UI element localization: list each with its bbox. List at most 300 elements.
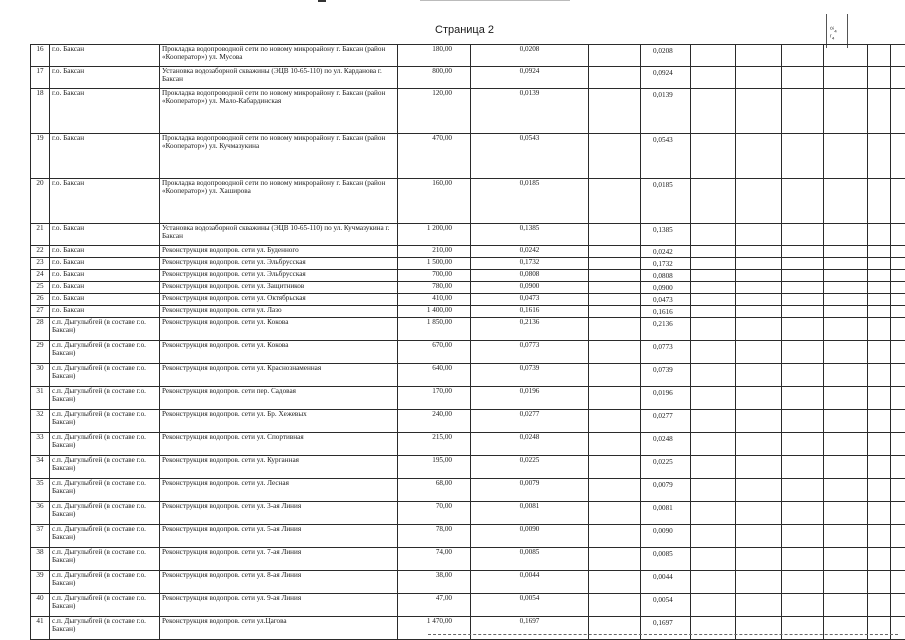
value-cell: 0,0900 <box>471 282 589 294</box>
table-row <box>31 341 905 364</box>
empty-cell <box>691 410 736 433</box>
table-row <box>31 134 905 179</box>
value-cell: 0,0225 <box>641 456 691 479</box>
value-cell: 0,1732 <box>471 258 589 270</box>
value-cell: 0,0139 <box>471 89 589 134</box>
table-row <box>31 479 905 502</box>
value-cell: 0,1697 <box>471 617 589 640</box>
value-cell: 0,0739 <box>641 364 691 387</box>
locality-cell: с.п. Дыгулыбгей (в составе г.о. Баксан) <box>50 341 160 364</box>
row-number-cell: 21 <box>31 224 50 246</box>
row-number-cell: 18 <box>31 89 50 134</box>
empty-cell <box>824 617 868 640</box>
table-row <box>31 548 905 571</box>
value-cell: 0,0185 <box>641 179 691 224</box>
empty-cell <box>891 617 905 640</box>
row-number-cell: 39 <box>31 571 50 594</box>
table-row <box>31 258 905 270</box>
empty-cell <box>824 270 868 282</box>
empty-cell <box>868 294 891 306</box>
empty-cell <box>868 433 891 456</box>
locality-cell: г.о. Баксан <box>50 246 160 258</box>
description-cell: Реконструкция водопров. сети ул.Цагова <box>160 617 398 640</box>
description-cell: Реконструкция водопров. сети ул. Бр. Хежевых <box>160 410 398 433</box>
row-number-cell: 37 <box>31 525 50 548</box>
empty-cell <box>736 525 782 548</box>
value-cell: 0,0185 <box>471 179 589 224</box>
empty-cell <box>868 594 891 617</box>
empty-cell <box>824 341 868 364</box>
value-cell: 0,0208 <box>471 45 589 67</box>
empty-cell <box>589 318 641 341</box>
empty-cell <box>891 318 905 341</box>
locality-cell: г.о. Баксан <box>50 89 160 134</box>
row-number-cell: 23 <box>31 258 50 270</box>
empty-cell <box>782 479 824 502</box>
empty-cell <box>824 282 868 294</box>
value-cell: 0,0081 <box>471 502 589 525</box>
length-cell: 78,00 <box>398 525 471 548</box>
empty-cell <box>736 318 782 341</box>
locality-cell: с.п. Дыгулыбгей (в составе г.о. Баксан) <box>50 456 160 479</box>
empty-cell <box>691 525 736 548</box>
locality-cell: с.п. Дыгулыбгей (в составе г.о. Баксан) <box>50 433 160 456</box>
empty-cell <box>891 594 905 617</box>
length-cell: 1 470,00 <box>398 617 471 640</box>
table-row <box>31 306 905 318</box>
length-cell: 215,00 <box>398 433 471 456</box>
empty-cell <box>868 224 891 246</box>
table-row <box>31 224 905 246</box>
empty-cell <box>868 258 891 270</box>
length-cell: 640,00 <box>398 364 471 387</box>
empty-cell <box>868 479 891 502</box>
empty-cell <box>589 456 641 479</box>
locality-cell: г.о. Баксан <box>50 258 160 270</box>
table-row <box>31 410 905 433</box>
value-cell: 0,0924 <box>471 67 589 89</box>
empty-cell <box>691 134 736 179</box>
table-row <box>31 282 905 294</box>
row-number-cell: 40 <box>31 594 50 617</box>
description-cell: Реконструкция водопров. сети ул. Курганная <box>160 456 398 479</box>
description-cell: Установка водозаборной скважины (ЭЦВ 10-65-110) по ул. Кучмазукина г. Баксан <box>160 224 398 246</box>
row-number-cell: 29 <box>31 341 50 364</box>
empty-cell <box>782 571 824 594</box>
empty-cell <box>782 306 824 318</box>
length-cell: 470,00 <box>398 134 471 179</box>
empty-cell <box>891 294 905 306</box>
value-cell: 0,0054 <box>641 594 691 617</box>
table-row <box>31 67 905 89</box>
table-row <box>31 294 905 306</box>
empty-cell <box>868 502 891 525</box>
table-row <box>31 89 905 134</box>
empty-cell <box>891 364 905 387</box>
empty-cell <box>691 306 736 318</box>
empty-cell <box>824 387 868 410</box>
empty-cell <box>736 571 782 594</box>
empty-cell <box>691 258 736 270</box>
row-number-cell: 32 <box>31 410 50 433</box>
empty-cell <box>736 364 782 387</box>
description-cell: Реконструкция водопров. сети ул. Спортивная <box>160 433 398 456</box>
description-cell: Прокладка водопроводной сети по новому микрорайону г. Баксан (район «Кооператор») ул. Мало-Кабардинская <box>160 89 398 134</box>
locality-cell: с.п. Дыгулыбгей (в составе г.о. Баксан) <box>50 571 160 594</box>
empty-cell <box>824 594 868 617</box>
empty-cell <box>736 246 782 258</box>
length-cell: 1 400,00 <box>398 306 471 318</box>
projects-table <box>30 44 905 640</box>
empty-cell <box>891 502 905 525</box>
value-cell: 0,0543 <box>641 134 691 179</box>
empty-cell <box>891 282 905 294</box>
empty-cell <box>891 89 905 134</box>
table-row <box>31 617 905 640</box>
locality-cell: г.о. Баксан <box>50 179 160 224</box>
empty-cell <box>868 341 891 364</box>
value-cell: 0,2136 <box>471 318 589 341</box>
empty-cell <box>589 246 641 258</box>
empty-cell <box>691 318 736 341</box>
empty-cell <box>589 364 641 387</box>
length-cell: 240,00 <box>398 410 471 433</box>
value-cell: 0,0473 <box>641 294 691 306</box>
row-number-cell: 36 <box>31 502 50 525</box>
empty-cell <box>868 134 891 179</box>
empty-cell <box>589 617 641 640</box>
empty-cell <box>868 45 891 67</box>
value-cell: 0,0773 <box>641 341 691 364</box>
value-cell: 0,1732 <box>641 258 691 270</box>
empty-cell <box>891 258 905 270</box>
empty-cell <box>589 89 641 134</box>
length-cell: 195,00 <box>398 456 471 479</box>
empty-cell <box>691 617 736 640</box>
empty-cell <box>782 594 824 617</box>
empty-cell <box>736 258 782 270</box>
table-row <box>31 270 905 282</box>
locality-cell: г.о. Баксан <box>50 224 160 246</box>
value-cell: 0,0139 <box>641 89 691 134</box>
empty-cell <box>782 548 824 571</box>
locality-cell: с.п. Дыгулыбгей (в составе г.о. Баксан) <box>50 594 160 617</box>
table-row <box>31 364 905 387</box>
empty-cell <box>691 224 736 246</box>
locality-cell: г.о. Баксан <box>50 134 160 179</box>
empty-cell <box>782 525 824 548</box>
empty-cell <box>824 410 868 433</box>
empty-cell <box>868 525 891 548</box>
empty-cell <box>782 258 824 270</box>
empty-cell <box>589 502 641 525</box>
empty-cell <box>868 89 891 134</box>
empty-cell <box>589 306 641 318</box>
empty-cell <box>736 67 782 89</box>
table-row <box>31 433 905 456</box>
length-cell: 120,00 <box>398 89 471 134</box>
empty-cell <box>736 134 782 179</box>
empty-cell <box>736 548 782 571</box>
length-cell: 38,00 <box>398 571 471 594</box>
description-cell: Реконструкция водопров. сети ул. 7-ая Линия <box>160 548 398 571</box>
row-number-cell: 35 <box>31 479 50 502</box>
empty-cell <box>868 617 891 640</box>
empty-cell <box>691 479 736 502</box>
value-cell: 0,0044 <box>641 571 691 594</box>
locality-cell: г.о. Баксан <box>50 270 160 282</box>
row-number-cell: 16 <box>31 45 50 67</box>
value-cell: 0,1385 <box>471 224 589 246</box>
empty-cell <box>691 387 736 410</box>
empty-cell <box>736 294 782 306</box>
empty-cell <box>782 246 824 258</box>
empty-cell <box>891 387 905 410</box>
locality-cell: с.п. Дыгулыбгей (в составе г.о. Баксан) <box>50 548 160 571</box>
empty-cell <box>824 45 868 67</box>
scan-artifact-top <box>420 0 570 1</box>
empty-cell <box>691 571 736 594</box>
empty-cell <box>782 433 824 456</box>
table-row <box>31 387 905 410</box>
value-cell: 0,0054 <box>471 594 589 617</box>
table-row <box>31 318 905 341</box>
empty-cell <box>891 45 905 67</box>
value-cell: 0,0808 <box>471 270 589 282</box>
description-cell: Реконструкция водопров. сети ул. Кокова <box>160 341 398 364</box>
length-cell: 170,00 <box>398 387 471 410</box>
empty-cell <box>891 67 905 89</box>
row-number-cell: 22 <box>31 246 50 258</box>
description-cell: Реконструкция водопров. сети ул. Эльбрусская <box>160 270 398 282</box>
empty-cell <box>589 270 641 282</box>
empty-cell <box>891 571 905 594</box>
empty-cell <box>782 364 824 387</box>
empty-cell <box>891 525 905 548</box>
empty-cell <box>824 224 868 246</box>
length-cell: 47,00 <box>398 594 471 617</box>
row-number-cell: 17 <box>31 67 50 89</box>
value-cell: 0,0808 <box>641 270 691 282</box>
empty-cell <box>736 282 782 294</box>
row-number-cell: 20 <box>31 179 50 224</box>
empty-cell <box>824 67 868 89</box>
empty-cell <box>691 67 736 89</box>
description-cell: Реконструкция водопров. сети ул. Буденного <box>160 246 398 258</box>
locality-cell: с.п. Дыгулыбгей (в составе г.о. Баксан) <box>50 617 160 640</box>
empty-cell <box>589 67 641 89</box>
empty-cell <box>736 502 782 525</box>
value-cell: 0,0090 <box>471 525 589 548</box>
empty-cell <box>824 318 868 341</box>
table-row <box>31 594 905 617</box>
empty-cell <box>589 387 641 410</box>
empty-cell <box>868 270 891 282</box>
empty-cell <box>691 341 736 364</box>
value-cell: 0,0196 <box>471 387 589 410</box>
empty-cell <box>736 433 782 456</box>
value-cell: 0,0225 <box>471 456 589 479</box>
empty-cell <box>589 45 641 67</box>
empty-cell <box>868 387 891 410</box>
empty-cell <box>691 282 736 294</box>
empty-cell <box>891 341 905 364</box>
description-cell: Реконструкция водопров. сети ул. Краснознаменная <box>160 364 398 387</box>
length-cell: 1 500,00 <box>398 258 471 270</box>
empty-cell <box>736 456 782 479</box>
locality-cell: г.о. Баксан <box>50 45 160 67</box>
empty-cell <box>824 179 868 224</box>
empty-cell <box>891 479 905 502</box>
value-cell: 0,0079 <box>471 479 589 502</box>
corner-mark: ⁰ⁱ₄ <box>830 27 837 34</box>
value-cell: 0,1697 <box>641 617 691 640</box>
length-cell: 160,00 <box>398 179 471 224</box>
value-cell: 0,0208 <box>641 45 691 67</box>
empty-cell <box>782 294 824 306</box>
empty-cell <box>691 246 736 258</box>
table-row <box>31 45 905 67</box>
locality-cell: с.п. Дыгулыбгей (в составе г.о. Баксан) <box>50 525 160 548</box>
empty-cell <box>736 89 782 134</box>
row-number-cell: 24 <box>31 270 50 282</box>
value-cell: 0,0248 <box>471 433 589 456</box>
empty-cell <box>824 502 868 525</box>
empty-cell <box>736 479 782 502</box>
length-cell: 800,00 <box>398 67 471 89</box>
empty-cell <box>782 67 824 89</box>
empty-cell <box>782 282 824 294</box>
value-cell: 0,0543 <box>471 134 589 179</box>
empty-cell <box>691 433 736 456</box>
description-cell: Прокладка водопроводной сети по новому микрорайону г. Баксан (район «Кооператор») ул. Кучмазукина <box>160 134 398 179</box>
corner-mark: ʳ₄ <box>830 34 835 41</box>
empty-cell <box>824 246 868 258</box>
empty-cell <box>891 134 905 179</box>
value-cell: 0,0739 <box>471 364 589 387</box>
value-cell: 0,0081 <box>641 502 691 525</box>
empty-cell <box>589 571 641 594</box>
length-cell: 68,00 <box>398 479 471 502</box>
description-cell: Прокладка водопроводной сети по новому микрорайону г. Баксан (район «Кооператор») ул. Мусова <box>160 45 398 67</box>
description-cell: Реконструкция водопров. сети ул. Лесная <box>160 479 398 502</box>
description-cell: Реконструкция водопров. сети ул. Лазо <box>160 306 398 318</box>
empty-cell <box>868 282 891 294</box>
table-row <box>31 456 905 479</box>
empty-cell <box>589 525 641 548</box>
empty-cell <box>824 525 868 548</box>
table-body <box>31 45 905 640</box>
empty-cell <box>691 45 736 67</box>
empty-cell <box>589 479 641 502</box>
empty-cell <box>891 270 905 282</box>
row-number-cell: 19 <box>31 134 50 179</box>
empty-cell <box>736 179 782 224</box>
value-cell: 0,0044 <box>471 571 589 594</box>
row-number-cell: 25 <box>31 282 50 294</box>
empty-cell <box>868 246 891 258</box>
table-row <box>31 502 905 525</box>
empty-cell <box>691 594 736 617</box>
row-number-cell: 31 <box>31 387 50 410</box>
empty-cell <box>891 224 905 246</box>
empty-cell <box>824 479 868 502</box>
description-cell: Реконструкция водопров. сети ул. 5-ая Линия <box>160 525 398 548</box>
table-row <box>31 179 905 224</box>
empty-cell <box>868 410 891 433</box>
value-cell: 0,2136 <box>641 318 691 341</box>
margin-line <box>847 14 848 48</box>
empty-cell <box>782 341 824 364</box>
empty-cell <box>691 456 736 479</box>
empty-cell <box>691 502 736 525</box>
scan-artifact-top <box>318 0 326 2</box>
locality-cell: с.п. Дыгулыбгей (в составе г.о. Баксан) <box>50 387 160 410</box>
empty-cell <box>589 294 641 306</box>
empty-cell <box>868 571 891 594</box>
empty-cell <box>589 548 641 571</box>
page-title: Страница 2 <box>435 24 494 36</box>
empty-cell <box>736 270 782 282</box>
empty-cell <box>891 179 905 224</box>
empty-cell <box>589 433 641 456</box>
empty-cell <box>736 387 782 410</box>
empty-cell <box>824 433 868 456</box>
locality-cell: г.о. Баксан <box>50 306 160 318</box>
value-cell: 0,0085 <box>641 548 691 571</box>
empty-cell <box>589 282 641 294</box>
row-number-cell: 41 <box>31 617 50 640</box>
empty-cell <box>589 594 641 617</box>
length-cell: 1 850,00 <box>398 318 471 341</box>
empty-cell <box>782 318 824 341</box>
empty-cell <box>891 456 905 479</box>
value-cell: 0,0773 <box>471 341 589 364</box>
empty-cell <box>782 387 824 410</box>
description-cell: Прокладка водопроводной сети по новому микрорайону г. Баксан (район «Кооператор») ул. Хаширова <box>160 179 398 224</box>
empty-cell <box>589 341 641 364</box>
length-cell: 780,00 <box>398 282 471 294</box>
length-cell: 410,00 <box>398 294 471 306</box>
empty-cell <box>782 134 824 179</box>
empty-cell <box>691 294 736 306</box>
empty-cell <box>589 179 641 224</box>
value-cell: 0,1616 <box>641 306 691 318</box>
empty-cell <box>868 456 891 479</box>
empty-cell <box>691 89 736 134</box>
value-cell: 0,1616 <box>471 306 589 318</box>
description-cell: Реконструкция водопров. сети ул. 3-ая Линия <box>160 502 398 525</box>
locality-cell: г.о. Баксан <box>50 282 160 294</box>
value-cell: 0,0242 <box>641 246 691 258</box>
table-row <box>31 525 905 548</box>
value-cell: 0,0085 <box>471 548 589 571</box>
empty-cell <box>589 410 641 433</box>
empty-cell <box>691 548 736 571</box>
empty-cell <box>691 364 736 387</box>
empty-cell <box>736 224 782 246</box>
empty-cell <box>782 45 824 67</box>
value-cell: 0,0090 <box>641 525 691 548</box>
value-cell: 0,0924 <box>641 67 691 89</box>
value-cell: 0,0248 <box>641 433 691 456</box>
length-cell: 210,00 <box>398 246 471 258</box>
empty-cell <box>824 364 868 387</box>
row-number-cell: 33 <box>31 433 50 456</box>
value-cell: 0,0473 <box>471 294 589 306</box>
empty-cell <box>736 45 782 67</box>
length-cell: 700,00 <box>398 270 471 282</box>
